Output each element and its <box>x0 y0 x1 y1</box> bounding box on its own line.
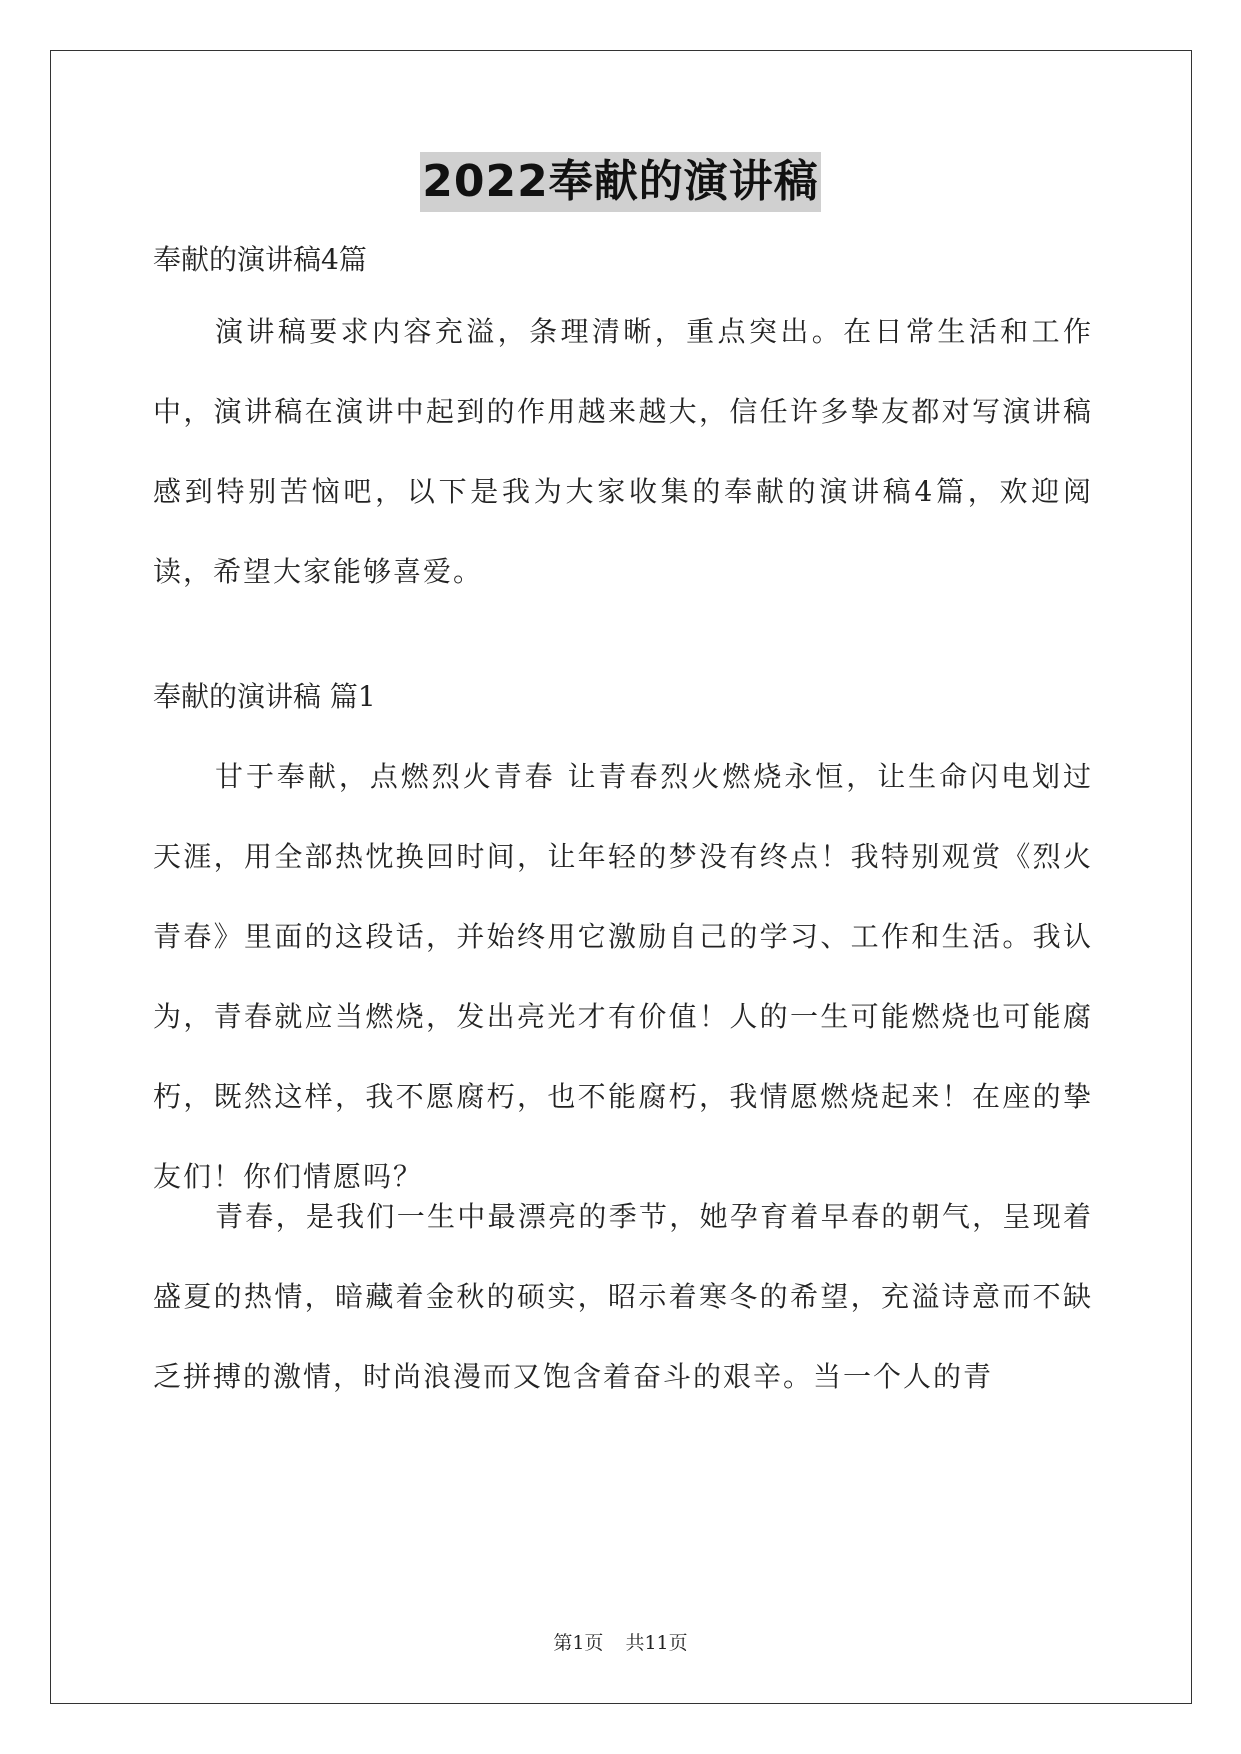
body-paragraph-2: 青春，是我们一生中最漂亮的季节，她孕育着早春的朝气，呈现着盛夏的热情，暗藏着金秋的硕实，昭示着寒冬的希望，充溢诗意而不缺乏拼搏的激情，时尚浪漫而又饱含着奋斗的艰辛。当一个人的青 <box>153 1200 1093 1393</box>
document-title: 2022奉献的演讲稿 <box>420 152 820 212</box>
section-heading: 奉献的演讲稿 篇1 <box>153 680 376 713</box>
page-total: 共11页 <box>625 1632 688 1654</box>
document-subtitle: 奉献的演讲稿4篇 <box>153 243 367 276</box>
page-footer <box>0 1628 1241 1658</box>
title-container <box>0 152 1241 212</box>
intro-paragraph: 演讲稿要求内容充溢，条理清晰，重点突出。在日常生活和工作中，演讲稿在演讲中起到的作用越来越大，信任许多挚友都对写演讲稿感到特别苦恼吧，以下是我为大家收集的奉献的演讲稿4篇，欢迎阅读，希望大家能够喜爱。 <box>153 315 1093 588</box>
body-paragraph-1: 甘于奉献，点燃烈火青春 让青春烈火燃烧永恒，让生命闪电划过天涯，用全部热忱换回时间，让年轻的梦没有终点！我特别观赏《烈火青春》里面的这段话，并始终用它激励自己的学习、工作和生活。我认为，青春就应当燃烧，发出亮光才有价值！人的一生可能燃烧也可能腐朽，既然这样，我不愿腐朽，也不能腐朽，我情愿燃烧起来！在座的挚友们！你们情愿吗？ <box>153 760 1093 1193</box>
page-number: 第1页 <box>553 1632 604 1654</box>
